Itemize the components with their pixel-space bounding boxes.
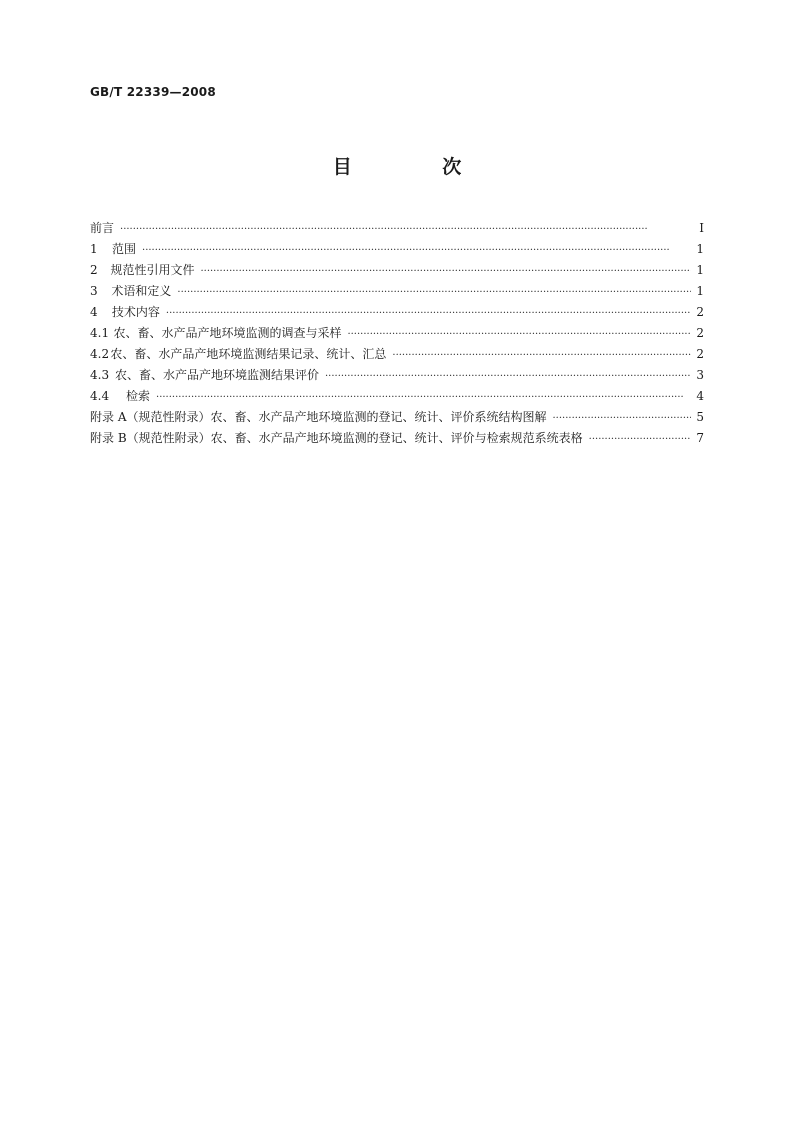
- toc-page-number: 3: [696, 368, 704, 382]
- toc-entry-title: 前言: [90, 221, 115, 235]
- toc-dot-leader: [347, 323, 691, 345]
- table-of-contents: [90, 218, 704, 449]
- toc-dot-leader: [553, 407, 692, 429]
- toc-page-number: I: [699, 221, 704, 235]
- toc-page-number: 2: [696, 326, 704, 340]
- toc-entry-scope[interactable]: [90, 239, 704, 260]
- toc-entry-title: 检索: [126, 389, 151, 403]
- toc-section-number: 2: [90, 263, 98, 277]
- toc-page-number: 7: [696, 431, 704, 445]
- standard-code: GB/T 22339—2008: [90, 85, 216, 99]
- toc-dot-leader: [142, 239, 691, 261]
- page-title: 目 次: [332, 156, 504, 178]
- toc-entry-title: 术语和定义: [111, 284, 172, 298]
- toc-page-number: 1: [696, 242, 704, 256]
- toc-section-number: 4.4: [90, 389, 110, 403]
- toc-page-number: 2: [696, 305, 704, 319]
- toc-dot-leader: [177, 281, 691, 303]
- toc-entry-4-2[interactable]: [90, 344, 704, 365]
- toc-entry-annex-a[interactable]: [90, 407, 704, 428]
- toc-page-number: 4: [696, 389, 704, 403]
- toc-entry-title: 农、畜、水产品产地环境监测的调查与采样: [113, 326, 342, 340]
- toc-section-number: 3: [90, 284, 98, 298]
- toc-entry-title: 规范性引用文件: [110, 263, 195, 277]
- toc-dot-leader: [166, 302, 691, 324]
- toc-section-number: 4: [90, 305, 98, 319]
- toc-page-number: 5: [696, 410, 704, 424]
- toc-annex-label: 附录 A（规范性附录）: [90, 410, 211, 424]
- toc-entry-title: 范围: [112, 242, 137, 256]
- toc-entry-technical-content[interactable]: [90, 302, 704, 323]
- toc-page-number: 1: [696, 284, 704, 298]
- toc-section-number: 4.2: [90, 347, 110, 361]
- toc-entry-4-4[interactable]: [90, 386, 704, 407]
- toc-entry-title: 农、畜、水产品产地环境监测的登记、统计、评价系统结构图解: [210, 410, 547, 424]
- toc-page-number: 2: [696, 347, 704, 361]
- toc-entry-annex-b[interactable]: [90, 428, 704, 449]
- toc-entry-title: 农、畜、水产品产地环境监测结果记录、统计、汇总: [110, 347, 387, 361]
- toc-dot-leader: [156, 386, 691, 408]
- toc-annex-label: 附录 B（规范性附录）: [90, 431, 211, 445]
- toc-page-number: 1: [696, 263, 704, 277]
- toc-entry-title: 技术内容: [111, 305, 160, 319]
- toc-entry-normative-references[interactable]: [90, 260, 704, 281]
- toc-entry-title: 农、畜、水产品产地环境监测的登记、统计、评价与检索规范系统表格: [210, 431, 583, 445]
- toc-section-number: 4.3: [90, 368, 110, 382]
- toc-dot-leader: [120, 218, 691, 240]
- toc-entry-terms[interactable]: [90, 281, 704, 302]
- toc-dot-leader: [200, 260, 691, 282]
- toc-entry-4-3[interactable]: [90, 365, 704, 386]
- toc-dot-leader: [589, 428, 691, 450]
- toc-section-number: 4.1: [90, 326, 110, 340]
- toc-dot-leader: [392, 344, 691, 366]
- toc-entry-4-1[interactable]: [90, 323, 704, 344]
- toc-entry-foreword[interactable]: [90, 218, 704, 239]
- toc-section-number: 1: [90, 242, 98, 256]
- toc-dot-leader: [325, 365, 691, 387]
- toc-entry-title: 农、畜、水产品产地环境监测结果评价: [114, 368, 319, 382]
